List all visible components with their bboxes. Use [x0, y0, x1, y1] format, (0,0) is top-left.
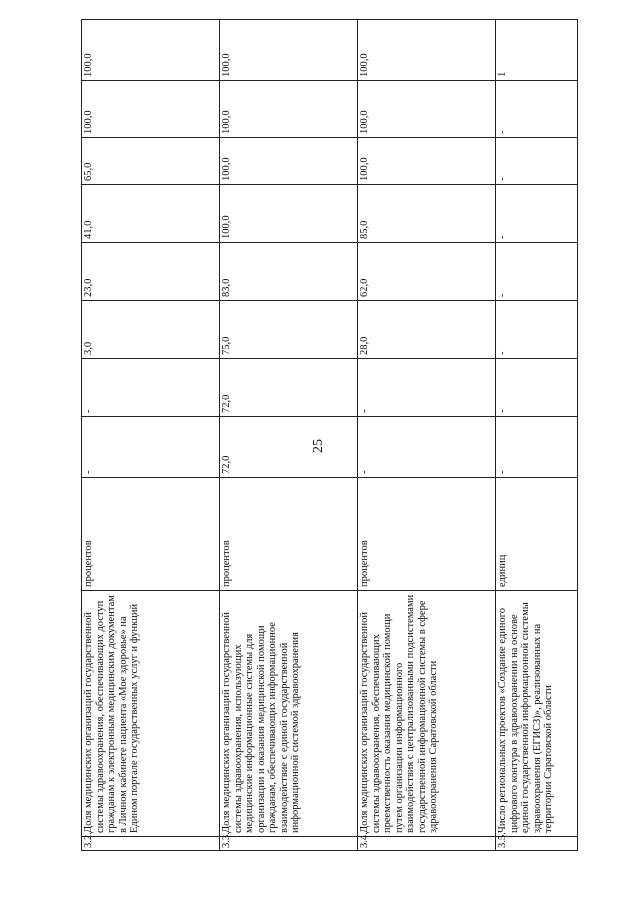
value-cell: -	[496, 185, 578, 243]
row-number: 3.4.	[358, 837, 496, 851]
value-cell: 83,0	[220, 243, 358, 301]
unit-cell: процентов	[220, 478, 358, 591]
value-cell: 85,0	[358, 185, 496, 243]
value-cell: -	[82, 417, 220, 478]
table-row	[82, 20, 220, 851]
value-cell: 23,0	[82, 243, 220, 301]
indicator-description: Доля медицинских организаций государственной системы здравоохранения, использующих медицинские информационные системы для организации и оказания медицинской помощи гражданам, обеспечивающих информационное взаимодействие с единой государственной информационной системой здравоохранения	[220, 591, 358, 837]
page-number: 25	[311, 439, 326, 453]
indicator-description: Число региональных проектов «Создание единого цифрового контура в здравоохранении на основе единой государственной информационной системы здравоохранения (ЕГИСЗ)», реализованных на территории Саратовской области	[496, 591, 578, 837]
row-number: 3.5.	[496, 837, 578, 851]
value-cell: 72,0	[220, 417, 358, 478]
value-cell: 100,0	[220, 20, 358, 81]
value-cell: -	[496, 81, 578, 138]
value-cell: 72,0	[220, 359, 358, 417]
table-row	[220, 20, 358, 851]
unit-cell: процентов	[358, 478, 496, 591]
value-cell: 62,0	[358, 243, 496, 301]
value-cell: 100,0	[220, 138, 358, 185]
value-cell: 100,0	[82, 81, 220, 138]
value-cell: 100,0	[358, 20, 496, 81]
row-number: 3.2.	[82, 837, 220, 851]
value-cell: 3,0	[82, 301, 220, 359]
value-cell: -	[496, 359, 578, 417]
value-cell: 65,0	[82, 138, 220, 185]
value-cell: 1	[496, 20, 578, 81]
indicator-description: Доля медицинских организаций государственной системы здравоохранения, обеспечивающих доступ гражданам к электронным медицинским документам в Личном кабинете пациента «Мое здоровье» на Едином портале государственных услуг и функций	[82, 591, 220, 837]
indicators-table	[81, 19, 578, 851]
row-number: 3.3.	[220, 837, 358, 851]
value-cell: -	[358, 359, 496, 417]
table-row	[358, 20, 496, 851]
value-cell: 100,0	[220, 185, 358, 243]
value-cell: 41,0	[82, 185, 220, 243]
value-cell: 100,0	[358, 81, 496, 138]
unit-cell: единиц	[496, 478, 578, 591]
value-cell: -	[496, 138, 578, 185]
value-cell: -	[496, 417, 578, 478]
value-cell: -	[358, 417, 496, 478]
indicator-description: Доля медицинских организаций государственной системы здравоохранения, обеспечивающих преемственность оказания медицинской помощи путем организации информационного взаимодействия с централизованными подсистемами государственной информационной системы в сфере здравоохранения Саратовской области	[358, 591, 496, 837]
unit-cell: процентов	[82, 478, 220, 591]
value-cell: 100,0	[82, 20, 220, 81]
value-cell: -	[496, 301, 578, 359]
value-cell: 28,0	[358, 301, 496, 359]
value-cell: 100,0	[358, 138, 496, 185]
rotated-page-content	[81, 53, 577, 851]
value-cell: -	[82, 359, 220, 417]
table-row	[496, 20, 578, 851]
value-cell: 100,0	[220, 81, 358, 138]
value-cell: -	[496, 243, 578, 301]
value-cell: 75,0	[220, 301, 358, 359]
